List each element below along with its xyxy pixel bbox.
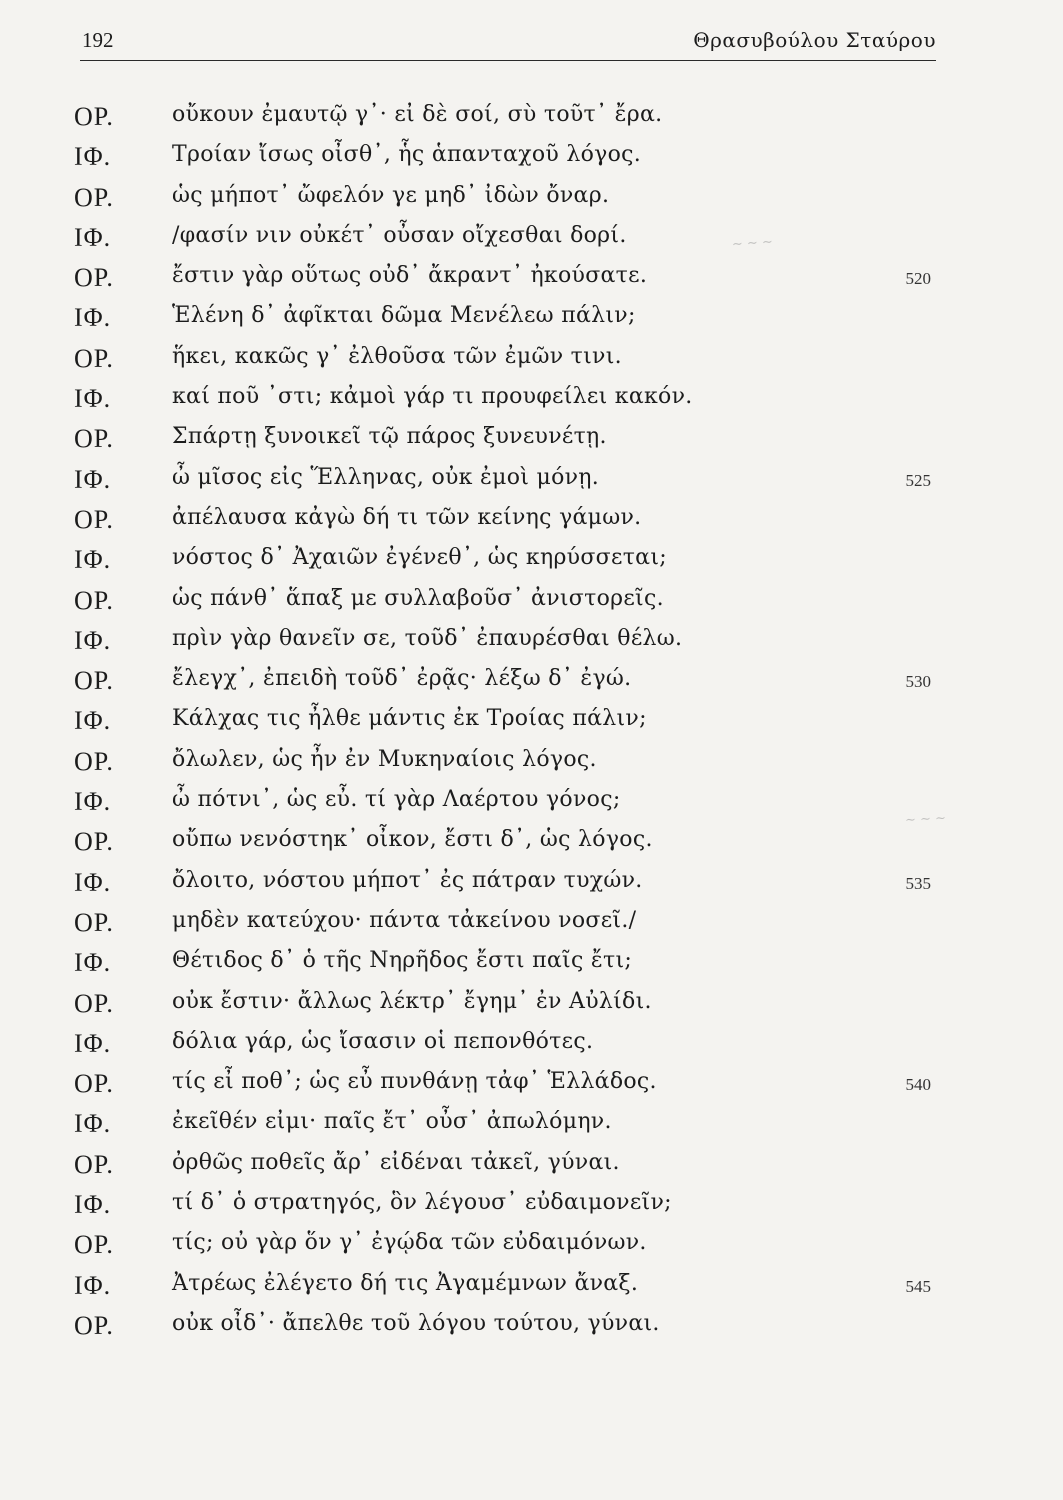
verse-text: ὦ πότνι᾽, ὡς εὖ. τί γὰρ Λαέρτου γόνος;	[172, 787, 621, 813]
verse-text: Ἑλένη δ᾽ ἀφῖκται δῶμα Μενέλεω πάλιν;	[172, 303, 636, 329]
page-number: 192	[82, 28, 114, 52]
verse-text: οὐκ ἔστιν· ἄλλως λέκτρ᾽ ἔγημ᾽ ἐν Αὐλίδι.	[172, 988, 652, 1014]
verse-text: ὀρθῶς ποθεῖς ἄρ᾽ εἰδέναι τἀκεῖ, γύναι.	[172, 1149, 620, 1175]
speaker-label: ΟΡ.	[74, 1149, 114, 1179]
verse-line	[0, 140, 1063, 180]
speaker-label: ΙΦ.	[74, 625, 112, 655]
verse-text: Σπάρτῃ ξυνοικεῖ τῷ πάρος ξυνευνέτῃ.	[172, 424, 607, 450]
speaker-label: ΙΦ.	[74, 1028, 112, 1058]
verse-text: Κάλχας τις ἦλθε μάντις ἐκ Τροίας πάλιν;	[172, 706, 647, 732]
speaker-label: ΟΡ.	[74, 666, 114, 696]
verse-text: τίς; οὐ γὰρ ὅν γ᾽ ἐγῴδα τῶν εὐδαιμόνων.	[172, 1230, 647, 1256]
speaker-label: ΙΦ.	[74, 384, 112, 414]
verse-text: ὄλωλεν, ὡς ἦν ἐν Μυκηναίοις λόγος.	[172, 746, 597, 772]
speaker-label: ΟΡ.	[74, 263, 114, 293]
verse-line	[0, 745, 1063, 785]
line-number: 535	[905, 873, 931, 893]
verse-text: οὐκ οἶδ᾽· ἄπελθε τοῦ λόγου τούτου, γύναι.	[172, 1310, 660, 1336]
verse-text: ἥκει, κακῶς γ᾽ ἐλθοῦσα τῶν ἐμῶν τινι.	[172, 343, 622, 369]
line-number: 520	[905, 269, 931, 289]
verse-line	[0, 906, 1063, 946]
verse-text: Θέτιδος δ᾽ ὁ τῆς Νηρῆδος ἔστι παῖς ἔτι;	[172, 948, 633, 974]
verse-line	[0, 1228, 1063, 1268]
verse-text: ὡς μήποτ᾽ ὤφελόν γε μηδ᾽ ἰδὼν ὄναρ.	[172, 182, 610, 208]
verse-dialogue	[0, 100, 1063, 1349]
speaker-label: ΟΡ.	[74, 1230, 114, 1260]
verse-text: ἐκεῖθέν εἰμι· παῖς ἔτ᾽ οὖσ᾽ ἀπωλόμην.	[172, 1109, 612, 1135]
verse-text: Τροίαν ἴσως οἶσθ᾽, ἧς ἁπανταχοῦ λόγος.	[172, 142, 642, 168]
speaker-label: ΙΦ.	[74, 706, 112, 736]
speaker-label: ΙΦ.	[74, 545, 112, 575]
verse-text: ὡς πάνθ᾽ ἅπαξ με συλλαβοῦσ᾽ ἀνιστορεῖς.	[172, 585, 664, 611]
pencil-annotation: ~ ~ ~	[731, 234, 774, 253]
verse-line	[0, 946, 1063, 986]
verse-line	[0, 1148, 1063, 1188]
verse-text: δόλια γάρ, ὡς ἴσασιν οἱ πεπονθότες.	[172, 1028, 594, 1054]
line-number: 540	[905, 1075, 931, 1095]
verse-line	[0, 584, 1063, 624]
speaker-label: ΙΦ.	[74, 142, 112, 172]
verse-text: ὦ μῖσος εἰς Ἕλληνας, οὐκ ἐμοὶ μόνῃ.	[172, 464, 600, 490]
verse-text: /φασίν νιν οὐκέτ᾽ οὖσαν οἴχεσθαι δορί.	[172, 222, 627, 248]
verse-line	[0, 382, 1063, 422]
speaker-label: ΟΡ.	[74, 343, 114, 373]
speaker-label: ΙΦ.	[74, 948, 112, 978]
running-head	[80, 24, 936, 61]
verse-text: ἀπέλαυσα κἀγὼ δή τι τῶν κείνης γάμων.	[172, 504, 642, 530]
verse-line	[0, 1269, 1063, 1309]
verse-line	[0, 422, 1063, 462]
verse-line	[0, 543, 1063, 583]
verse-text: οὔκουν ἐμαυτῷ γ᾽· εἰ δὲ σοί, σὺ τοῦτ᾽ ἔρα.	[172, 102, 663, 127]
speaker-label: ΙΦ.	[74, 464, 112, 494]
speaker-label: ΙΦ.	[74, 222, 112, 252]
speaker-label: ΟΡ.	[74, 827, 114, 857]
verse-text: μηδὲν κατεύχου· πάντα τἀκείνου νοσεῖ./	[172, 907, 637, 933]
speaker-label: ΙΦ.	[74, 1109, 112, 1139]
speaker-label: ΟΡ.	[74, 102, 114, 131]
speaker-label: ΟΡ.	[74, 182, 114, 212]
line-number: 530	[905, 672, 931, 692]
verse-line	[0, 987, 1063, 1027]
verse-line	[0, 664, 1063, 704]
speaker-label: ΟΡ.	[74, 585, 114, 615]
speaker-label: ΟΡ.	[74, 1069, 114, 1099]
speaker-label: ΙΦ.	[74, 1270, 112, 1300]
verse-line	[0, 463, 1063, 503]
verse-line	[0, 301, 1063, 341]
verse-line	[0, 624, 1063, 664]
speaker-label: ΟΡ.	[74, 424, 114, 454]
verse-line	[0, 825, 1063, 865]
speaker-label: ΙΦ.	[74, 303, 112, 333]
verse-text: ἔστιν γὰρ οὕτως οὐδ᾽ ἄκραντ᾽ ἠκούσατε.	[172, 263, 648, 289]
speaker-label: ΟΡ.	[74, 1310, 114, 1340]
verse-text: τί δ᾽ ὁ στρατηγός, ὃν λέγουσ᾽ εὐδαιμονεῖν;	[172, 1190, 672, 1216]
speaker-label: ΟΡ.	[74, 746, 114, 776]
speaker-label: ΟΡ.	[74, 504, 114, 534]
verse-line	[0, 1309, 1063, 1349]
speaker-label: ΟΡ.	[74, 907, 114, 937]
verse-line	[0, 100, 1063, 140]
verse-text: πρὶν γὰρ θανεῖν σε, τοῦδ᾽ ἐπαυρέσθαι θέλω.	[172, 625, 683, 651]
verse-text: ἔλεγχ᾽, ἐπειδὴ τοῦδ᾽ ἐρᾷς· λέξω δ᾽ ἐγώ.	[172, 666, 632, 692]
verse-line	[0, 503, 1063, 543]
verse-line	[0, 1107, 1063, 1147]
verse-text: νόστος δ᾽ Ἀχαιῶν ἐγένεθ᾽, ὡς κηρύσσεται;	[172, 545, 667, 571]
verse-line	[0, 866, 1063, 906]
verse-line	[0, 181, 1063, 221]
verse-text: καί ποῦ ᾽στι; κἀμοὶ γάρ τι προυφείλει κακόν.	[172, 384, 693, 410]
line-number: 525	[905, 470, 931, 490]
verse-line	[0, 1027, 1063, 1067]
pencil-annotation: ~ ~ ~	[904, 810, 947, 829]
verse-line	[0, 342, 1063, 382]
verse-line	[0, 785, 1063, 825]
verse-line	[0, 261, 1063, 301]
verse-text: ὄλοιτο, νόστου μήποτ᾽ ἐς πάτραν τυχών.	[172, 867, 643, 893]
verse-line	[0, 221, 1063, 261]
line-number: 545	[905, 1276, 931, 1296]
speaker-label: ΙΦ.	[74, 787, 112, 817]
speaker-label: ΙΦ.	[74, 867, 112, 897]
verse-line	[0, 1067, 1063, 1107]
verse-text: τίς εἶ ποθ᾽; ὡς εὖ πυνθάνῃ τἀφ᾽ Ἑλλάδος.	[172, 1069, 657, 1095]
verse-line	[0, 704, 1063, 744]
speaker-label: ΟΡ.	[74, 988, 114, 1018]
speaker-label: ΙΦ.	[74, 1190, 112, 1220]
verse-text: οὔπω νενόστηκ᾽ οἶκον, ἔστι δ᾽, ὡς λόγος.	[172, 827, 653, 853]
running-head-author: Θρασυβούλου Σταύρου	[693, 28, 936, 52]
verse-line	[0, 1188, 1063, 1228]
verse-text: Ἀτρέως ἐλέγετο δή τις Ἀγαμέμνων ἄναξ.	[172, 1270, 639, 1296]
